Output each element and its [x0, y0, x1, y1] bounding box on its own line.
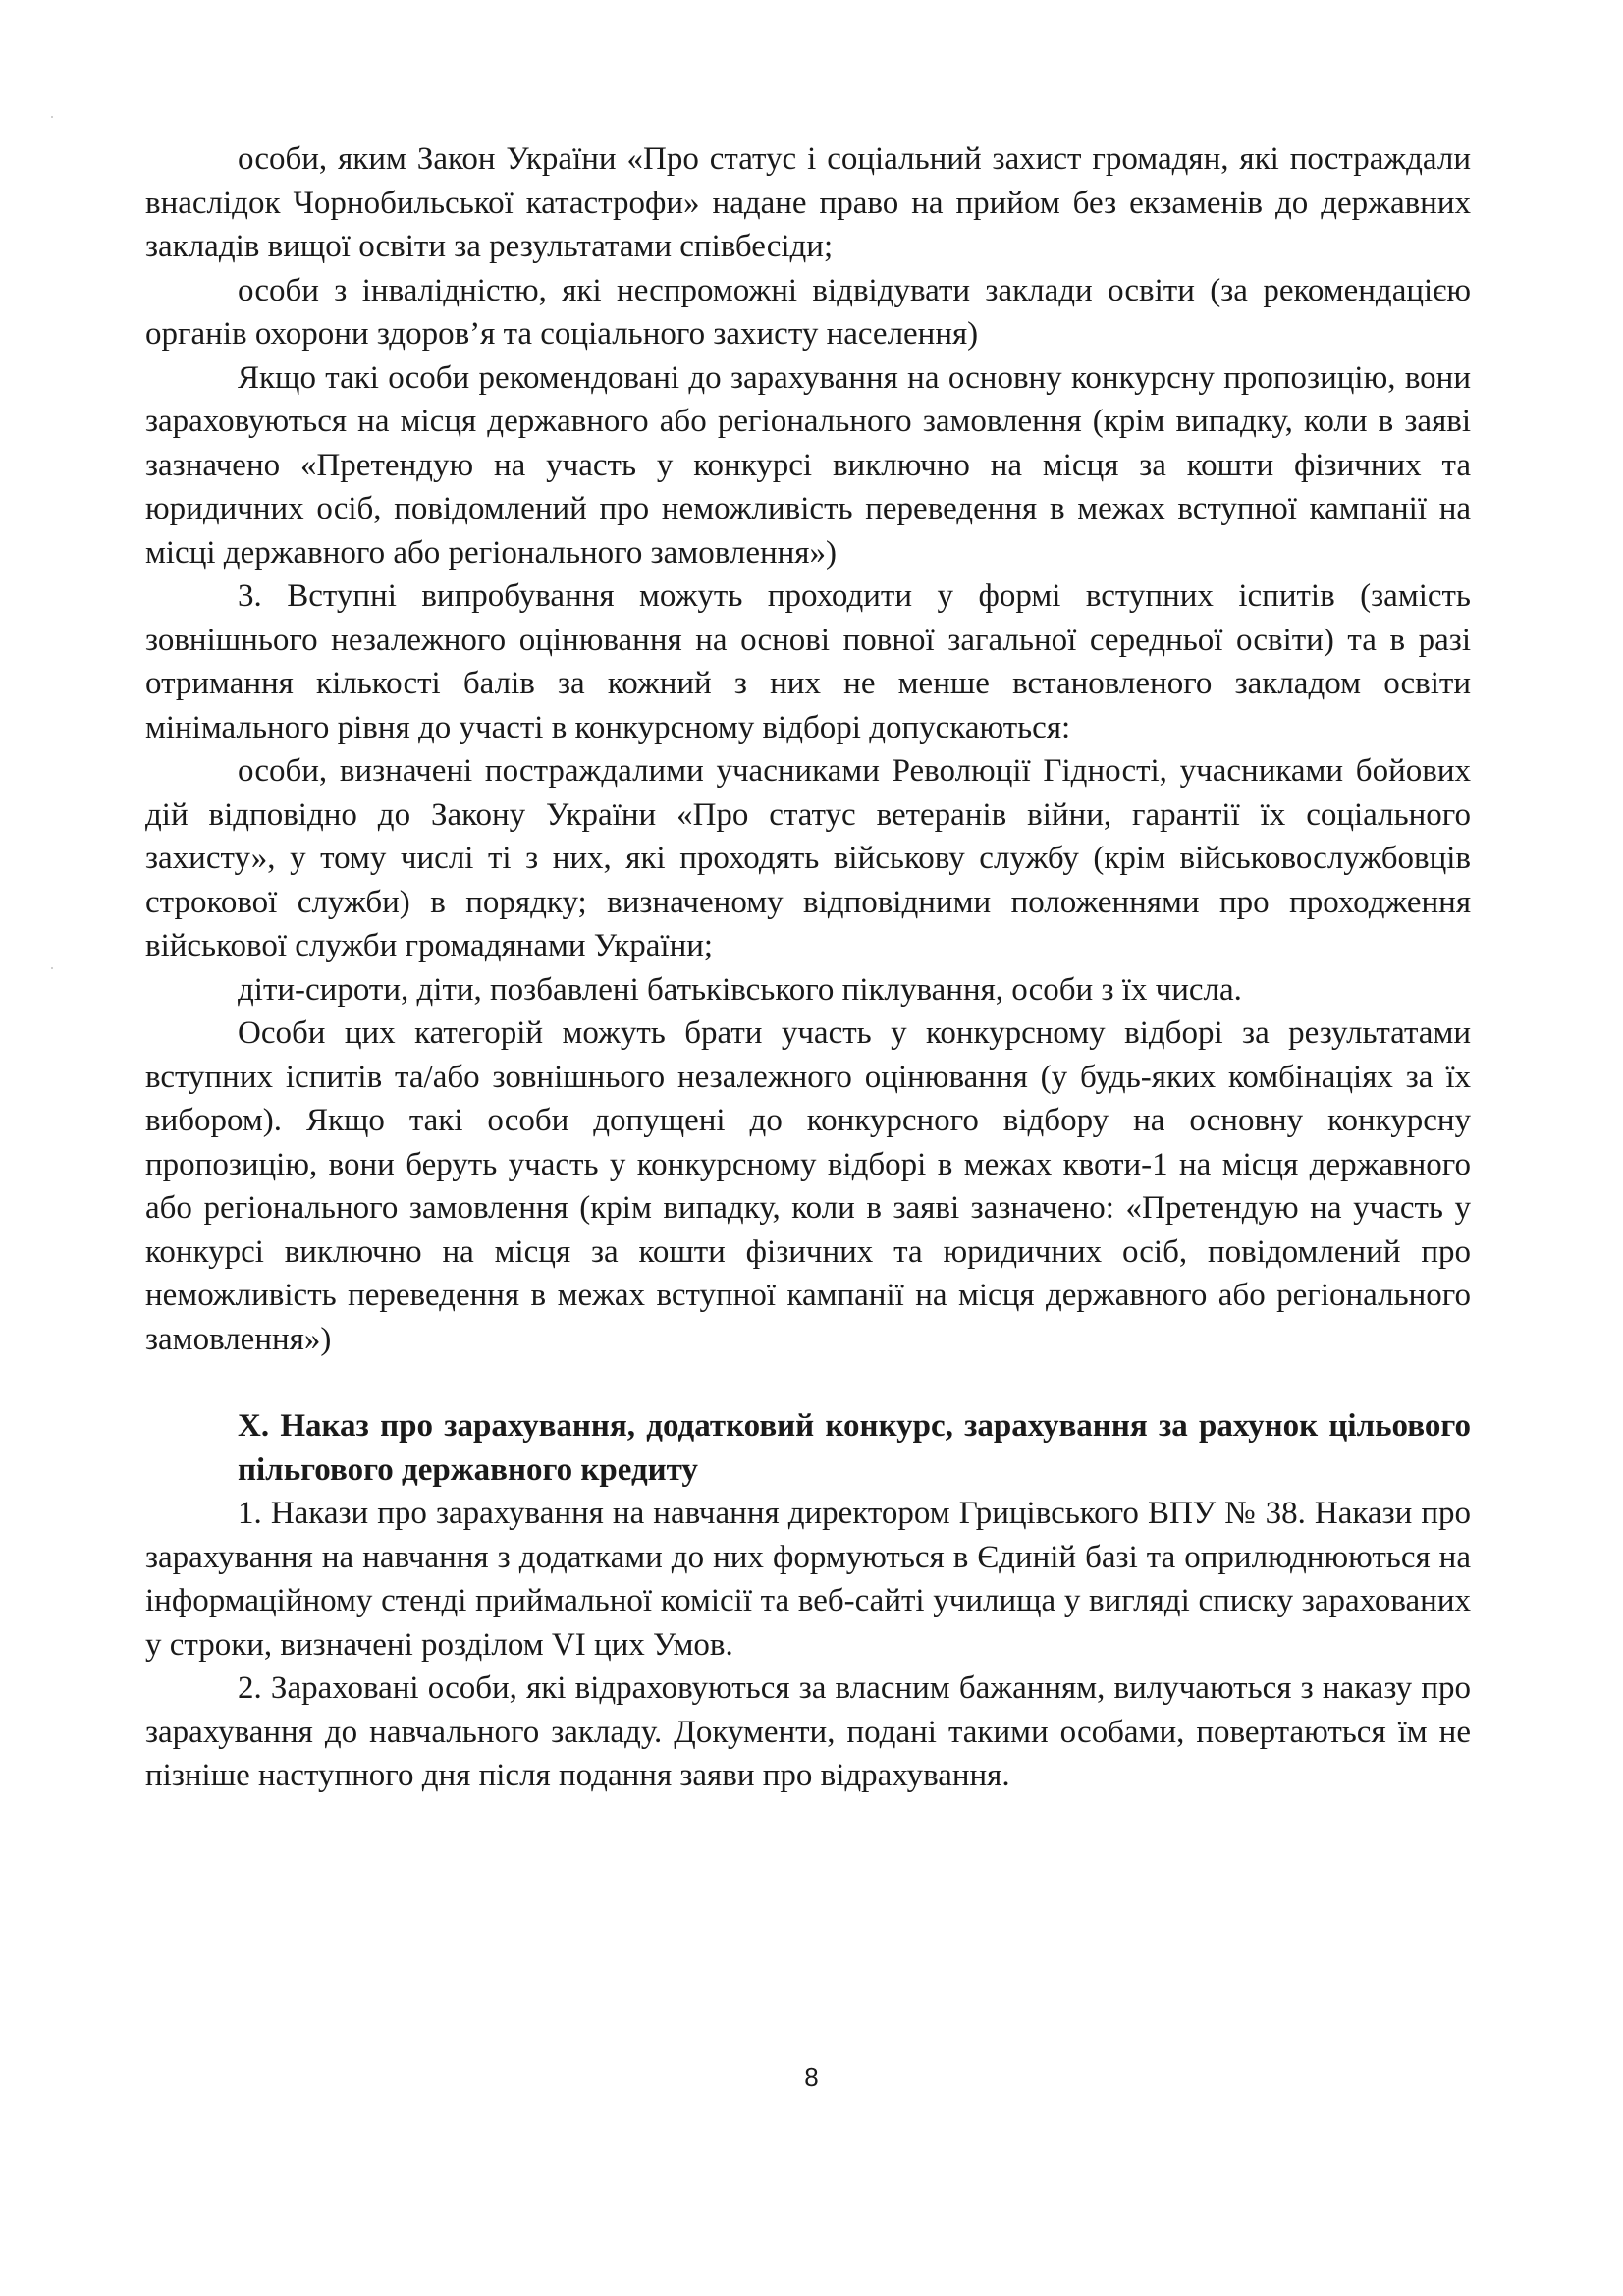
paragraph: особи з інвалідністю, які неспроможні відвідувати заклади освіти (за рекомендацією органів охорони здоров’я та соціального захисту населення) — [145, 272, 1471, 352]
scan-artifact — [51, 967, 53, 969]
document-body — [145, 137, 1471, 1798]
section-heading: Х. Наказ про зарахування, додатковий конкурс, зарахування за рахунок цільового пільгового державного кредиту — [238, 1408, 1471, 1488]
scan-artifact — [51, 116, 53, 118]
page-number: 8 — [804, 2062, 819, 2092]
paragraph: особи, визначені постраждалими учасниками Революції Гідності, учасниками бойових дій відповідно до Закону України «Про статус ветеранів війни, гарантії їх соціального захисту», у тому числі ті з них, які проходять військову службу (крім військовослужбовців строкової служби) в порядку; визначеному відповідними положеннями про проходження військової служби громадянами України; — [145, 753, 1471, 963]
paragraph: 3. Вступні випробування можуть проходити у формі вступних іспитів (замість зовнішнього незалежного оцінювання на основі повної загальної середньої освіти) та в разі отримання кількості балів за кожний з них не менше встановленого закладом освіти мінімального рівня до участі в конкурсному відборі допускаються: — [145, 578, 1471, 745]
paragraph: Якщо такі особи рекомендовані до зарахування на основну конкурсну пропозицію, вони зараховуються на місця державного або регіонального замовлення (крім випадку, коли в заяві зазначено «Претендую на участь у конкурсі виключно на місця за кошти фізичних та юридичних осіб, повідомлений про неможливість переведення в межах вступної кампанії на місці державного або регіонального замовлення») — [145, 359, 1471, 571]
paragraph: діти-сироти, діти, позбавлені батьківського піклування, особи з їх числа. — [238, 971, 1242, 1008]
paragraph: 2. Зараховані особи, які відраховуються за власним бажанням, вилучаються з наказу про зарахування до навчального закладу. Документи, подані такими особами, повертаються їм не пізніше наступного дня після подання заяви про відрахування. — [145, 1670, 1471, 1793]
paragraph: 1. Накази про зарахування на навчання директором Грицівського ВПУ № 38. Накази про зарахування на навчання з додатками до них формуються в Єдиній базі та оприлюднюються на інформаційному стенді приймальної комісії та веб-сайті училища у вигляді списку зарахованих у строки, визначені розділом VI цих Умов. — [145, 1496, 1471, 1663]
paragraph: Особи цих категорій можуть брати участь у конкурсному відборі за результатами вступних іспитів та/або зовнішнього незалежного оцінювання (у будь-яких комбінаціях за їх вибором). Якщо такі особи допущені до конкурсного відбору на основну конкурсну пропозицію, вони беруть участь у конкурсному відборі в межах квоти-1 на місця державного або регіонального замовлення (крім випадку, коли в заяві зазначено: «Претендую на участь у конкурсі виключно на місця за кошти фізичних та юридичних осіб, повідомлений про неможливість переведення в межах вступної кампанії на місця державного або регіонального замовлення») — [145, 1015, 1471, 1357]
paragraph: особи, яким Закон України «Про статус і соціальний захист громадян, які постраждали внаслідок Чорнобильської катастрофи» надане право на прийом без екзаменів до державних закладів вищої освіти за результатами співбесіди; — [145, 141, 1471, 264]
